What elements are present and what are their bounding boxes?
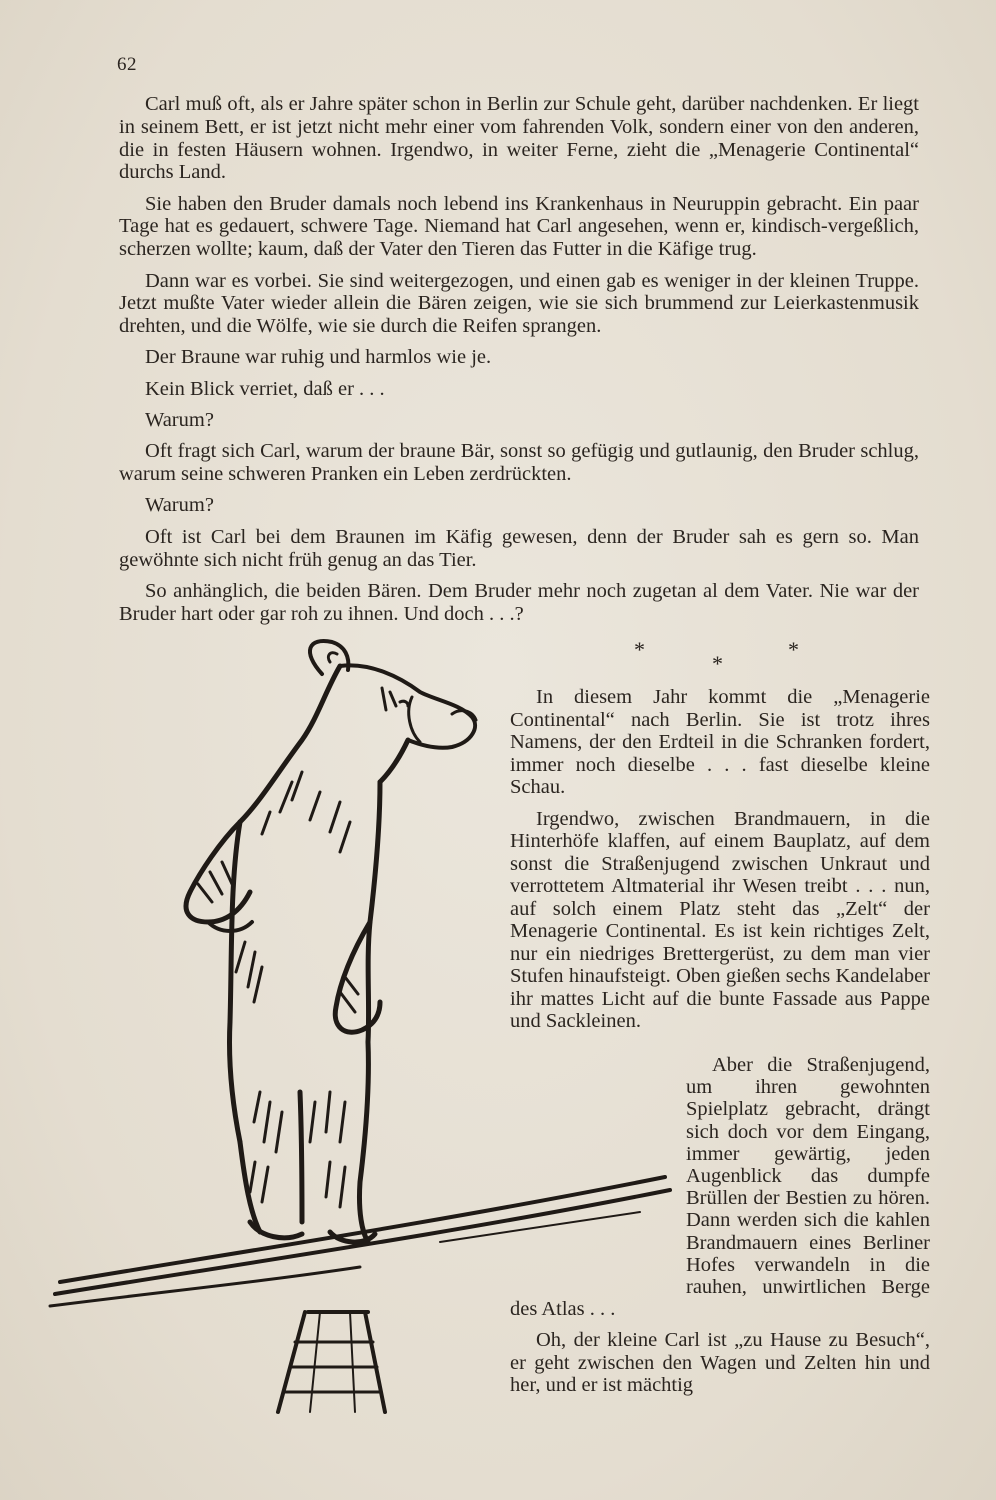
wrapped-text-block (510, 1054, 930, 1405)
paragraph: Warum? (145, 494, 214, 517)
star: * (634, 637, 645, 662)
top-text-block (119, 93, 919, 634)
paragraph: Oft fragt sich Carl, warum der braune Bär, sonst so gefügig und gutlaunig, den Bruder schlug, warum seine schweren Pranken ein Leben zerdrückten. (119, 440, 919, 486)
paragraph: Oh, der kleine Carl ist „zu Hause zu Besuch“, er geht zwischen den Wagen und Zelten hin und her, und er ist mächtig (510, 1329, 930, 1396)
paragraph: Carl muß oft, als er Jahre später schon in Berlin zur Schule geht, darüber nachdenken. Er liegt in seinem Bett, er ist jetzt nicht mehr einer vom fahrenden Volk, sondern einer von den anderen, die in festen Häusern wohnen. Irgendwo, in weiter Ferne, zieht die „Menagerie Continental“ durchs Land. (119, 93, 919, 184)
paragraph: Kein Blick verriet, daß er . . . (145, 377, 385, 400)
paragraph: Dann war es vorbei. Sie sind weitergezogen, und einen gab es weniger in der kleinen Truppe. Jetzt mußte Vater wieder allein die Bären zeigen, wie sie sich brummend zur Leierkastenmusik drehten, und die Wölfe, wie sie durch die Reifen sprangen. (119, 269, 919, 338)
paragraph: Aber die Straßenjugend, um ihren gewohnten Spielplatz gebracht, drängt sich doch vor dem Eingang, immer gewärtig, jeden Augenblick das dumpfe Brüllen der Bestien zu hören. Dann werden sich die kahlen Brandmauern eines Berliner Hofes verwandeln in die rauhen, unwirtlichen Berge des Atlas . . . (510, 1054, 930, 1321)
paragraph: So anhänglich, die beiden Bären. Dem Bruder mehr noch zugetan al dem Vater. Nie war der Bruder hart oder gar roh zu ihnen. Und doch . . .? (119, 579, 919, 625)
star: * (788, 637, 799, 662)
paragraph: Oft ist Carl bei dem Braunen im Käfig gewesen, denn der Bruder sah es gern so. Man gewöhnte sich nicht früh genug an das Tier. (119, 525, 919, 571)
right-column-text (510, 686, 930, 1042)
paragraph: Irgendwo, zwischen Brandmauern, in die Hinterhöfe klaffen, auf einem Bauplatz, auf dem sonst die Straßenjugend zwischen Unkraut und verrottetem Altmaterial ihr Wesen treibt . . . nun, auf solch einem Platz steht das „Zelt“ der Menagerie Continental. Es ist kein richtiges Zelt, nur ein niedriges Brettergerüst, zu dem man vier Stufen hinaufsteigt. Oben gießen sechs Kandelaber ihr mattes Licht auf die bunte Fassade aus Pappe und Sackleinen. (510, 807, 930, 1032)
star: * (712, 651, 723, 676)
page-number: 62 (117, 54, 137, 75)
paragraph: Warum? (145, 409, 214, 432)
paragraph: Sie haben den Bruder damals noch lebend ins Krankenhaus in Neuruppin gebracht. Ein paar Tage hat es gedauert, schwere Tage. Niemand hat Carl angesehen, wenn er, kindisch-vergeßlich, scherzen wollte; kaum, daß der Vater den Tieren das Futter in die Käfige trug. (119, 192, 919, 261)
paragraph: Der Braune war ruhig und harmlos wie je. (145, 346, 492, 369)
paragraph: In diesem Jahr kommt die „Menagerie Continental“ nach Berlin. Sie ist trotz ihres Namens, der den Erdteil in die Schranken fordert, immer noch dieselbe . . . fast dieselbe kleine Schau. (510, 686, 930, 798)
